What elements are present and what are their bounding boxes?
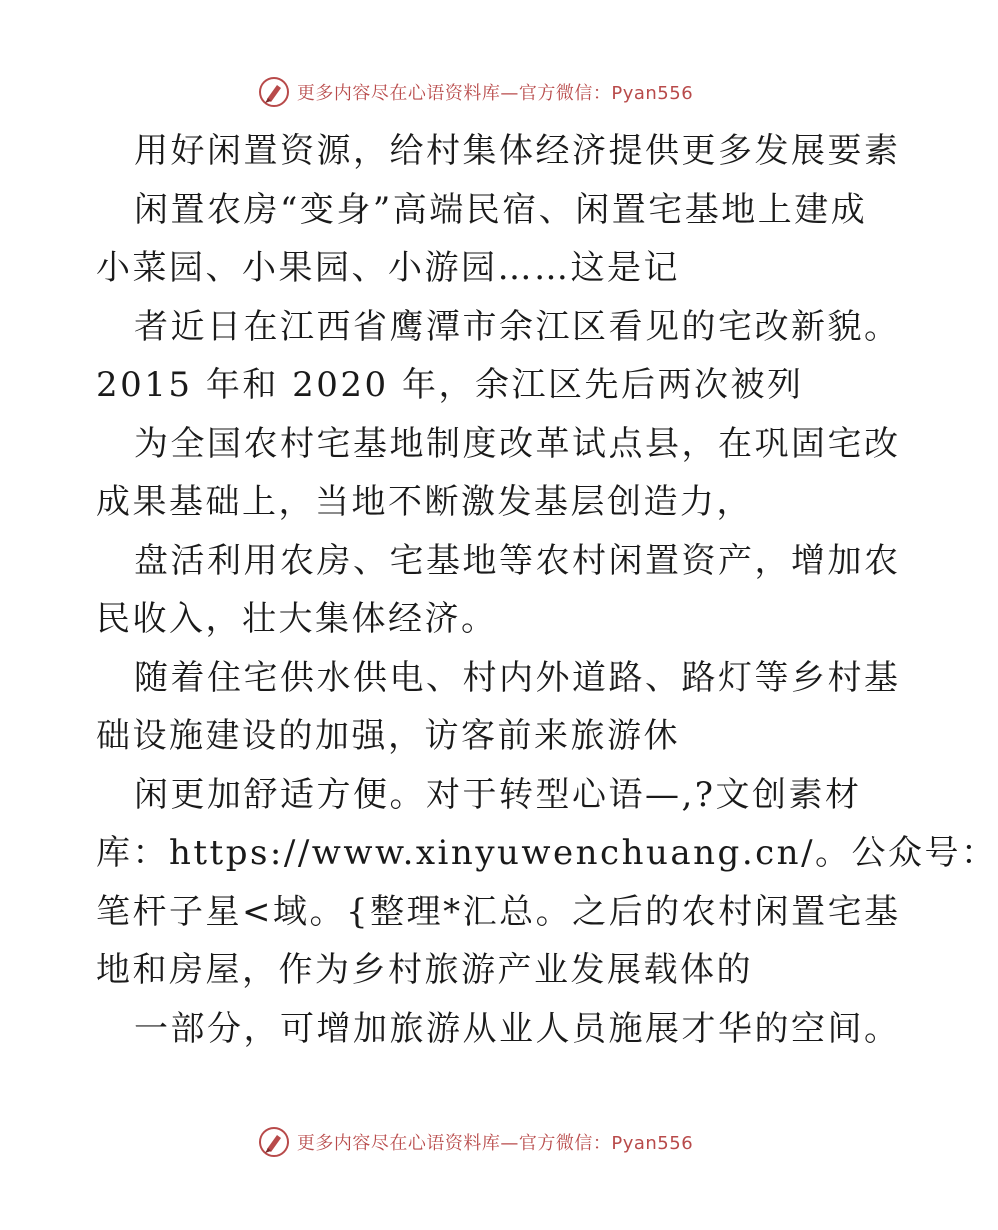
text-line: 民收入，壮大集体经济。 — [96, 599, 498, 639]
text-line: 闲更加舒适方便。对于转型心语—,?文创素材 — [134, 774, 862, 815]
text-line: 为全国农村宅基地制度改革试点县，在巩固宅改 — [134, 423, 901, 464]
text-line: 随着住宅供水供电、村内外道路、路灯等乡村基 — [134, 657, 901, 698]
text-line: 库：https://www.xinyuwenchuang.cn/。公众号： — [96, 833, 998, 873]
document-body — [96, 122, 998, 1058]
text-line: 笔杆子星<域。{整理*汇总。之后的农村闲置宅基 — [96, 891, 901, 932]
text-line: 小菜园、小果园、小游园……这是记 — [96, 248, 680, 288]
header-watermark-banner — [0, 72, 950, 112]
text-line: 闲置农房“变身”高端民宿、闲置宅基地上建成 — [134, 189, 868, 230]
text-line: 地和房屋，作为乡村旅游产业发展载体的 — [96, 950, 753, 990]
text-line: 盘活利用农房、宅基地等农村闲置资产，增加农 — [134, 540, 901, 581]
text-line: 用好闲置资源，给村集体经济提供更多发展要素 — [134, 131, 901, 171]
text-line: 一部分，可增加旅游从业人员施展才华的空间。 — [134, 1008, 901, 1049]
watermark-text: 更多内容尽在心语资料库—官方微信：Pyan556 — [296, 1133, 694, 1154]
watermark-text: 更多内容尽在心语资料库—官方微信：Pyan556 — [296, 83, 694, 104]
text-line: 2015 年和 2020 年，余江区先后两次被列 — [96, 365, 804, 405]
text-line: 础设施建设的加强，访客前来旅游休 — [96, 716, 680, 756]
text-line: 者近日在江西省鹰潭市余江区看见的宅改新貌。 — [134, 306, 901, 347]
pen-logo-icon — [257, 75, 291, 109]
footer-watermark-banner — [0, 1122, 950, 1162]
pen-logo-icon — [257, 1125, 291, 1159]
text-line: 成果基础上，当地不断激发基层创造力， — [96, 482, 753, 522]
